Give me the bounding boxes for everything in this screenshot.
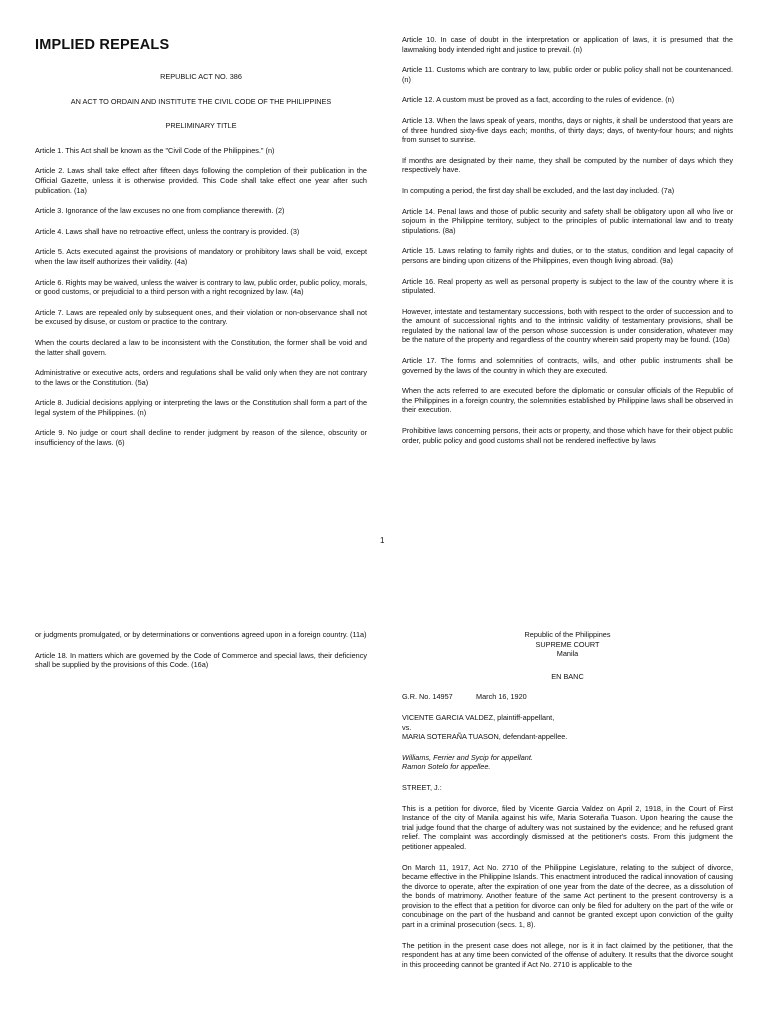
case-number-line xyxy=(402,692,733,702)
article-paragraph: Article 4. Laws shall have no retroactive effect, unless the contrary is provided. (3) xyxy=(35,226,300,236)
article-paragraph: However, intestate and testamentary successions, both with respect to the order of succession and to the amount of successional rights and to the intrinsic validity of testamentary provisions, shall be regulated by the national law of the person whose succession is under consideration, whatever may be the nature of the property and regardless of the country wherein said property may be found. (10a) xyxy=(402,306,733,345)
article-paragraph: Article 9. No judge or court shall decline to render judgment by reason of the silence, obscurity or insufficiency of the laws. (6) xyxy=(35,428,367,448)
article-paragraph: Article 16. Real property as well as personal property is subject to the law of the country where it is stipulated. xyxy=(402,276,733,296)
article-paragraph: or judgments promulgated, or by determinations or conventions agreed upon in a foreign country. (11a) xyxy=(35,630,367,639)
page-two-right-column xyxy=(402,630,733,980)
document-title: IMPLIED REPEALS xyxy=(35,37,170,53)
article-paragraph: Article 8. Judicial decisions applying or interpreting the laws or the Constitution shall form a part of the legal system of the Philippines. (n) xyxy=(35,398,367,417)
article-paragraph: Article 11. Customs which are contrary to law, public order or public policy shall not be countenanced. (n) xyxy=(402,65,733,84)
plaintiff-line: VICENTE GARCIA VALDEZ, plaintiff-appellant, xyxy=(402,712,555,722)
article-paragraph: Administrative or executive acts, orders and regulations shall be valid only when they are not contrary to the laws or the Constitution. (5a) xyxy=(35,368,367,387)
page-two-left-column xyxy=(35,630,367,681)
court-line-court: SUPREME COURT xyxy=(535,639,600,649)
page-number: 1 xyxy=(380,536,385,545)
court-line-country: Republic of the Philippines xyxy=(524,630,611,639)
decision-paragraph: This is a petition for divorce, filed by Vicente Garcia Valdez on April 2, 1918, in the Court of First Instance of the city of Manila against his wife, Maria Soteraña Tuason. Upon hearing the cause the trial judge found that the charge of adultery was not sustained by the evidence; and he refused grant relief. The complaint was accordingly dismissed at the petitioner's costs. From this judgment the petitioner appealed. xyxy=(402,803,733,851)
article-paragraph: Article 15. Laws relating to family rights and duties, or to the status, condition and legal capacity of persons are binding upon citizens of the Philippines, even though living abroad. (9a) xyxy=(402,246,733,265)
article-paragraph: In computing a period, the first day shall be excluded, and the last day included. (7a) xyxy=(402,185,675,195)
article-paragraph: Prohibitive laws concerning persons, their acts or property, and those which have for their object public order, public policy and good customs shall not be rendered ineffective by laws xyxy=(402,426,733,445)
article-paragraph: Article 3. Ignorance of the law excuses no one from compliance therewith. (2) xyxy=(35,206,285,216)
article-paragraph: When the courts declared a law to be inconsistent with the Constitution, the former shall be void and the latter shall govern. xyxy=(35,337,367,357)
article-paragraph: Article 7. Laws are repealed only by subsequent ones, and their violation or non-observance shall not be excused by disuse, or custom or practice to the contrary. xyxy=(35,307,367,327)
court-line-city: Manila xyxy=(556,649,579,659)
article-paragraph: Article 12. A custom must be proved as a fact, according to the rules of evidence. (n) xyxy=(402,95,675,105)
page-gap xyxy=(0,560,768,620)
page-one-left-column xyxy=(35,36,367,459)
section-title: PRELIMINARY TITLE xyxy=(165,121,237,131)
defendant-line: MARIA SOTERAÑA TUASON, defendant-appellee. xyxy=(402,732,568,742)
decision-date: March 16, 1920 xyxy=(476,692,527,702)
article-paragraph: Article 1. This Act shall be known as the "Civil Code of the Philippines." (n) xyxy=(35,145,275,155)
justice-line: STREET, J.: xyxy=(402,782,442,792)
page-two xyxy=(0,620,768,1024)
gr-number: G.R. No. 14957 xyxy=(402,692,453,702)
en-banc-heading: EN BANC xyxy=(551,671,584,681)
act-number: REPUBLIC ACT NO. 386 xyxy=(160,72,242,81)
counsel-appellant: Williams, Ferrier and Sycip for appellant. xyxy=(402,752,533,762)
article-paragraph: Article 13. When the laws speak of years, months, days or nights, it shall be understood that years are of three hundred sixty-five days each; months, of thirty days; days, of twenty-four hours; and nights from sunset to sunrise. xyxy=(402,115,733,145)
article-paragraph: If months are designated by their name, they shall be computed by the number of days which they respectively have. xyxy=(402,155,733,175)
court-header xyxy=(402,630,733,659)
decision-paragraph: On March 11, 1917, Act No. 2710 of the Philippine Legislature, relating to the subject of divorce, became effective in the Philippine Islands. This enactment introduced the radical innovation of causing the divorce to operate, after the expiration of one year from the date of the decree, as a dissolution of the bonds of matrimony. Another feature of the same Act pertinent to the present controversy is a provision to the effect that a petition for divorce can only be filed for adultery on the part of the wife or concubinage on the part of the husband and cannot be granted except upon conviction of the guilty part in a criminal prosecution (secs. 1, 8). xyxy=(402,862,733,930)
article-paragraph: When the acts referred to are executed before the diplomatic or consular officials of the Republic of the Philippines in a foreign country, the solemnities established by Philippine laws shall be observed in their execution. xyxy=(402,386,733,415)
article-paragraph: Article 14. Penal laws and those of public security and safety shall be obligatory upon all who live or sojourn in the Philippine territory, subject to the principles of public international law and to treaty stipulations. (8a) xyxy=(402,206,733,235)
versus-line: vs. xyxy=(402,722,412,732)
page-one-right-column xyxy=(402,35,733,456)
article-paragraph: Article 5. Acts executed against the provisions of mandatory or prohibitory laws shall be void, except when the law itself authorizes their validity. (4a) xyxy=(35,247,367,266)
decision-paragraph: The petition in the present case does not allege, nor is it in fact claimed by the petitioner, that the respondent has at any time been convicted of the offense of adultery. It results that the divorce sought in this proceeding cannot be granted if Act No. 2710 is applicable to the xyxy=(402,940,733,969)
article-paragraph: Article 2. Laws shall take effect after fifteen days following the completion of their publication in the Official Gazette, unless it is otherwise provided. This Code shall take effect one year after such publication. (1a) xyxy=(35,166,367,195)
article-paragraph: Article 6. Rights may be waived, unless the waiver is contrary to law, public order, public policy, morals, or good customs, or prejudicial to a third person with a right recognized by law. (4a) xyxy=(35,277,367,297)
article-paragraph: Article 18. In matters which are governed by the Code of Commerce and special laws, their deficiency shall be supplied by the provisions of this Code. (16a) xyxy=(35,650,367,670)
article-paragraph: Article 10. In case of doubt in the interpretation or application of laws, it is presumed that the lawmaking body intended right and justice to prevail. (n) xyxy=(402,35,733,54)
counsel-appellee: Ramon Sotelo for appellee. xyxy=(402,762,491,772)
article-paragraph: Article 17. The forms and solemnities of contracts, wills, and other public instruments shall be governed by the laws of the country in which they are executed. xyxy=(402,356,733,375)
act-title: AN ACT TO ORDAIN AND INSTITUTE THE CIVIL CODE OF THE PHILIPPINES xyxy=(70,96,332,106)
